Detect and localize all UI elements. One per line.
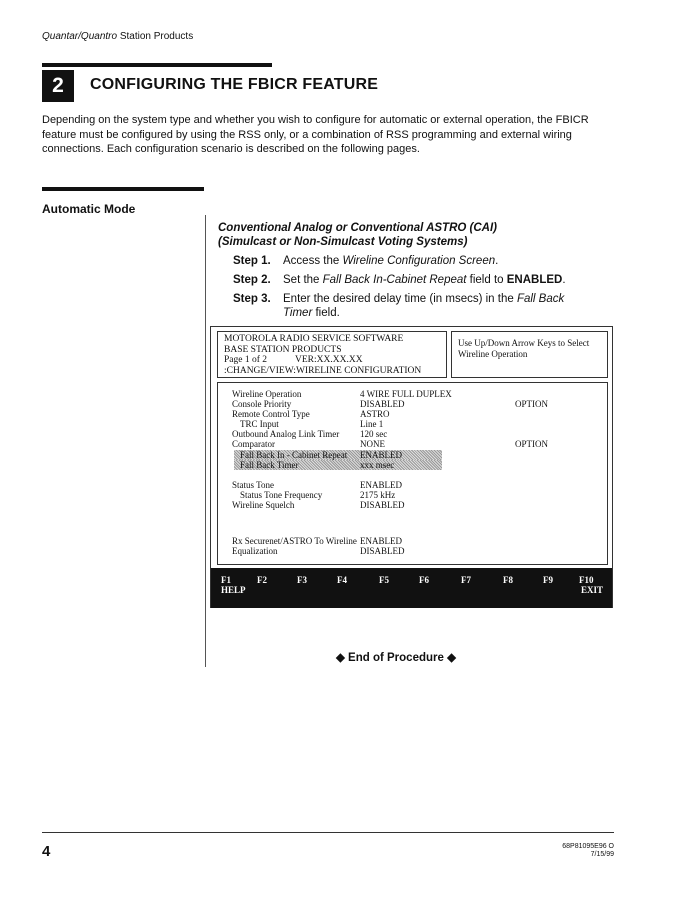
step-emphasis: Timer: [283, 307, 313, 319]
step-emphasis: Wireline Configuration Screen: [342, 255, 496, 267]
screen-fields: [217, 382, 608, 565]
row-value: 120 sec: [360, 429, 388, 439]
screen-page-line: [224, 355, 446, 366]
row-value: ENABLED: [360, 450, 402, 460]
row-label: Fall Back In - Cabinet Repeat: [240, 450, 348, 460]
function-key-f3: F3: [297, 575, 307, 585]
step-3-continued: [283, 307, 340, 319]
step-text: .: [562, 274, 566, 286]
doc-number-text: 68P81095E96 O: [562, 843, 614, 850]
row-value: ENABLED: [360, 536, 402, 546]
screen-help-box: [451, 331, 608, 378]
f1-label: HELP: [221, 585, 246, 595]
section-title: CONFIGURING THE FBICR FEATURE: [90, 76, 379, 93]
row-label: Outbound Analog Link Timer: [232, 429, 340, 439]
step-3: [233, 293, 564, 305]
function-key-f9: F9: [543, 575, 553, 585]
step-emphasis: Fall Back: [516, 293, 565, 305]
step-text: Enter the desired delay time (in msecs) in the: [283, 293, 517, 305]
step-2: [233, 274, 566, 286]
screen-title-line: MOTOROLA RADIO SERVICE SOFTWARE: [224, 334, 404, 344]
step-text: field.: [312, 307, 340, 319]
screen-help-line: Wireline Operation: [458, 348, 528, 359]
step-number: Step 1.: [233, 255, 271, 267]
doc-number: [540, 843, 614, 859]
function-key-f7: F7: [461, 575, 471, 585]
doc-date: 7/15/99: [590, 851, 614, 858]
section-rule: [42, 63, 272, 67]
row-value: ASTRO: [360, 409, 390, 419]
function-key-f2: F2: [257, 575, 267, 585]
side-heading: Automatic Mode: [42, 202, 136, 216]
f10-label: EXIT: [581, 585, 604, 595]
section-number: 2: [42, 70, 74, 102]
end-of-procedure: ◆ End of Procedure ◆: [336, 652, 456, 664]
vertical-divider: [205, 215, 206, 667]
step-1: [233, 255, 498, 267]
function-key-f5: F5: [379, 575, 389, 585]
row-label: Wireline Operation: [232, 389, 302, 399]
function-key-f4: F4: [337, 575, 347, 585]
step-text: Set the: [283, 274, 323, 286]
screen-help-line: Use Up/Down Arrow Keys to Select: [458, 338, 590, 348]
screen-title-line: BASE STATION PRODUCTS: [224, 344, 342, 355]
header-italic: Quantar/Quantro: [42, 31, 118, 42]
row-label: Rx Securenet/ASTRO To Wireline: [232, 536, 357, 546]
step-bold: ENABLED: [506, 274, 563, 286]
function-key-f10: F10: [579, 575, 594, 585]
row-label: Console Priority: [232, 399, 292, 409]
rss-screen: [210, 326, 613, 608]
step-text: .: [495, 255, 499, 267]
function-key-f6: F6: [419, 575, 429, 585]
step-number: Step 3.: [233, 293, 271, 305]
running-header: [42, 31, 193, 42]
function-key-bar: [211, 568, 612, 608]
side-rule: [42, 187, 204, 191]
step-text: Access the: [283, 255, 343, 267]
procedure-subheading-2: (Simulcast or Non-Simulcast Voting Systems): [218, 236, 468, 248]
row-label: Status Tone: [232, 480, 274, 490]
step-text: field to: [466, 274, 507, 286]
row-value: Line 1: [360, 419, 384, 429]
intro-paragraph: Depending on the system type and whether you wish to configure for automatic or external operation, the FBICR feature must be configured by using the RSS only, or a combination of RSS programming and external wiring connections. Each configuration scenario is described on the following pages.: [42, 114, 589, 155]
row-value: ENABLED: [360, 480, 402, 490]
row-value: DISABLED: [360, 546, 405, 556]
row-label: Equalization: [232, 546, 278, 556]
row-value: NONE: [360, 439, 385, 449]
row-label: TRC Input: [240, 419, 279, 429]
step-emphasis: Fall Back In-Cabinet Repeat: [322, 274, 467, 286]
row-value: xxx msec: [360, 460, 395, 470]
screen-version: VER:XX.XX.XX: [295, 355, 363, 365]
screen-page: Page 1 of 2: [224, 355, 268, 365]
screen-title-box: [217, 331, 447, 378]
row-value: DISABLED: [360, 399, 405, 409]
row-option: OPTION: [515, 399, 548, 409]
screen-title-line: :CHANGE/VIEW:WIRELINE CONFIGURATION: [224, 365, 422, 376]
row-value: 2175 kHz: [360, 490, 396, 500]
row-value: 4 WIRE FULL DUPLEX: [360, 389, 452, 399]
footer-rule: [42, 832, 614, 833]
header-rest: Station Products: [117, 31, 194, 42]
procedure-subheading-1: Conventional Analog or Conventional ASTRO (CAI): [218, 222, 497, 234]
row-label: Comparator: [232, 439, 275, 449]
row-value: DISABLED: [360, 500, 405, 510]
row-label: Remote Control Type: [232, 409, 310, 419]
function-key-f8: F8: [503, 575, 513, 585]
row-label: Status Tone Frequency: [240, 490, 323, 500]
function-key-f1: F1: [221, 575, 231, 585]
row-option: OPTION: [515, 439, 548, 449]
row-label: Fall Back Timer: [240, 460, 299, 470]
page-number: 4: [42, 843, 51, 860]
row-label: Wireline Squelch: [232, 500, 295, 510]
step-number: Step 2.: [233, 274, 271, 286]
